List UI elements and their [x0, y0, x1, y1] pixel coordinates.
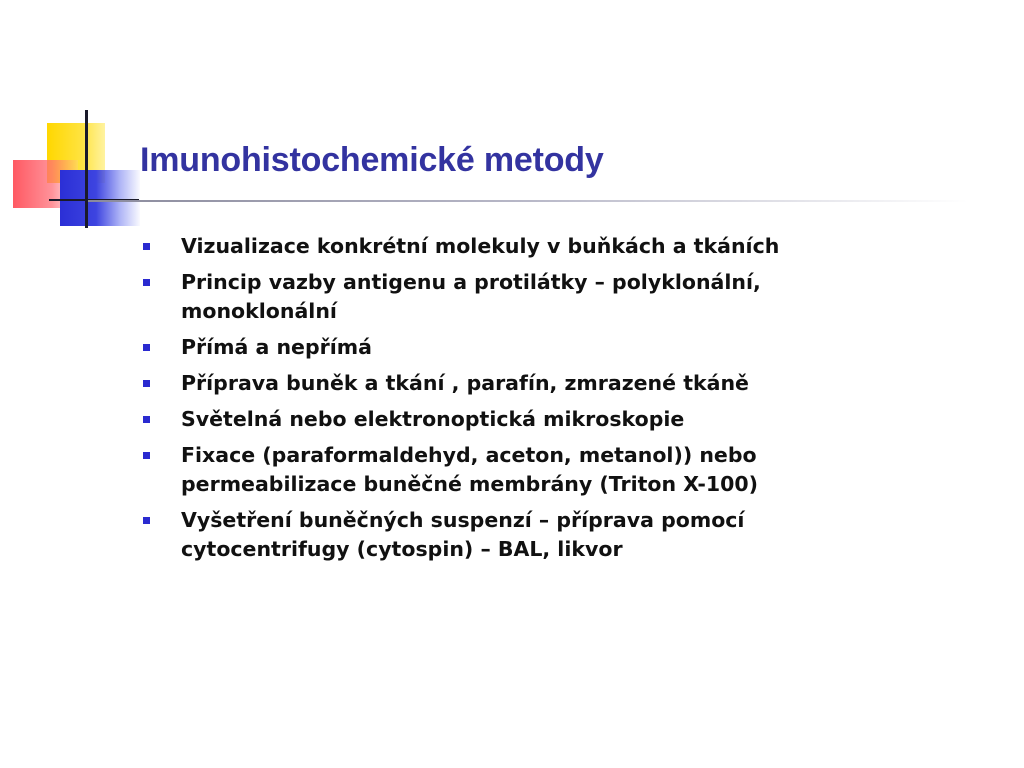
bullet-text: Vizualizace konkrétní molekuly v buňkách a tkáních [181, 234, 780, 258]
bullet-list [143, 232, 903, 571]
slide-title: Imunohistochemické metody [140, 141, 604, 179]
bullet-item-5 [143, 405, 903, 434]
title-underline-rule [88, 200, 968, 202]
logo-blue-square [60, 170, 140, 226]
bullet-item-6 [143, 441, 903, 499]
bullet-text: Přímá a nepřímá [181, 335, 372, 359]
square-bullet-icon [143, 380, 150, 387]
square-bullet-icon [143, 279, 150, 286]
square-bullet-icon [143, 416, 150, 423]
square-bullet-icon [143, 517, 150, 524]
bullet-item-3 [143, 333, 903, 362]
bullet-item-4 [143, 369, 903, 398]
bullet-item-7 [143, 506, 903, 564]
bullet-item-2 [143, 268, 903, 326]
bullet-text: Princip vazby antigenu a protilátky – polyklonální, monoklonální [181, 270, 761, 323]
bullet-text: Příprava buněk a tkání , parafín, zmrazené tkáně [181, 371, 749, 395]
bullet-text: Světelná nebo elektronoptická mikroskopie [181, 407, 685, 431]
logo-vertical-line [85, 110, 88, 228]
bullet-text: Fixace (paraformaldehyd, aceton, metanol)) nebo permeabilizace buněčné membrány (Triton X-100) [181, 443, 759, 496]
square-bullet-icon [143, 452, 150, 459]
bullet-text: Vyšetření buněčných suspenzí – příprava pomocí cytocentrifugy (cytospin) – BAL, likvor [181, 508, 745, 561]
bullet-item-1 [143, 232, 903, 261]
square-bullet-icon [143, 243, 150, 250]
square-bullet-icon [143, 344, 150, 351]
